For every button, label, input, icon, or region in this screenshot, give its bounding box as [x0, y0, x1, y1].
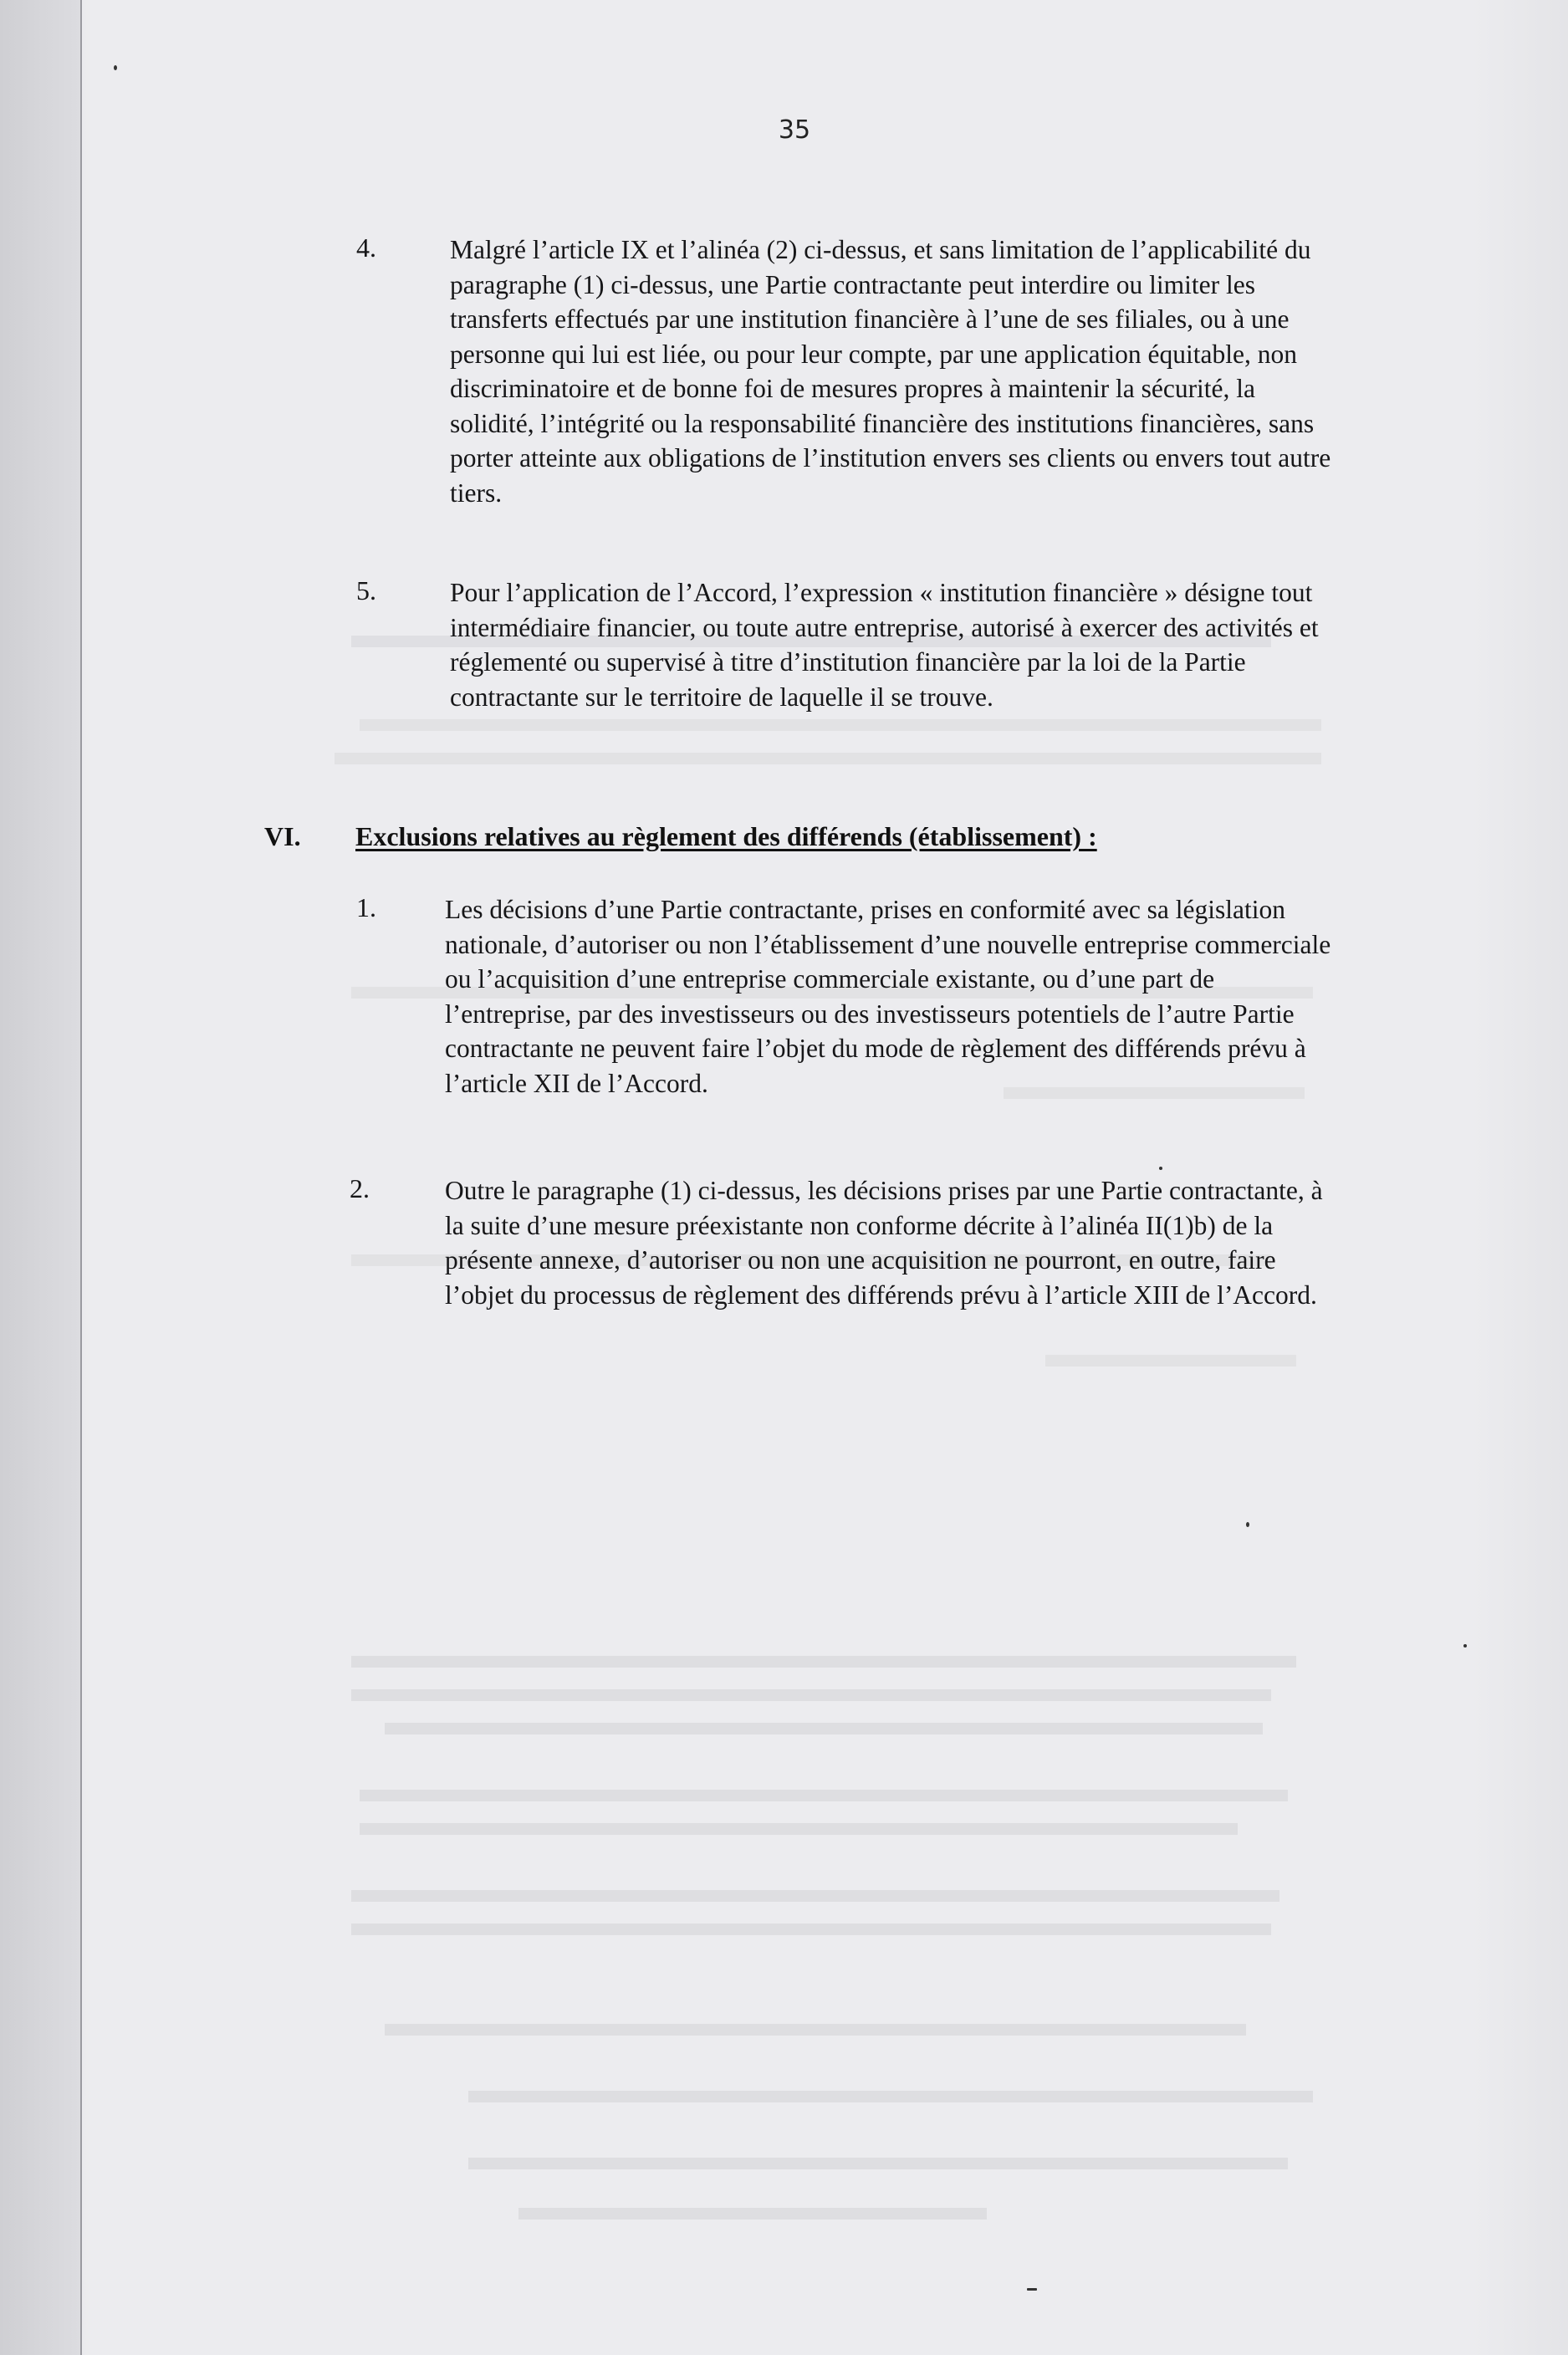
binding-shadow — [0, 0, 80, 2355]
paragraph-5 — [450, 575, 1345, 714]
page-number: 35 — [778, 115, 811, 145]
exclusion-item-1 — [445, 892, 1345, 1101]
part-heading: Exclusions relatives au règlement des différends (établissement) : — [355, 821, 1097, 851]
paragraph-4 — [450, 232, 1345, 510]
paragraph-text: Malgré l’article IX et l’alinéa (2) ci-dessus, et sans limitation de l’applicabilité du paragraphe (1) ci-dessus, une Partie contractante peut interdire ou limiter les transferts effectués par une institution financière à l’une de ses filiales, ou à une personne qui lui est liée, ou pour leur compte, par une application équitable, non discriminatoire et de bonne foi de mesures propres à maintenir la sécurité, la solidité, l’intégrité ou la responsabilité financière des institutions financières, sans porter atteinte aux obligations de l’institution envers ses clients ou envers tout autre tiers. — [450, 235, 1331, 508]
paragraph-text: Pour l’application de l’Accord, l’expression « institution financière » désigne tout intermédiaire financier, ou toute autre entreprise, autorisé à exercer des activités et réglementé ou supervisé à titre d’institution financière par la loi de la Partie contractante sur le territoire de laquelle il se trouve. — [450, 578, 1319, 712]
scan-speck — [1159, 1167, 1162, 1170]
scan-speck — [1246, 1522, 1249, 1527]
scan-speck — [1027, 2288, 1037, 2291]
item-number: 1. — [356, 892, 376, 922]
item-number: 2. — [350, 1173, 370, 1203]
part-number: VI. — [264, 821, 301, 851]
binding-edge — [80, 0, 82, 2355]
item-text: Les décisions d’une Partie contractante, prises en conformité avec sa législation nationale, d’autoriser ou non l’établissement d’une nouvelle entreprise commerciale ou l’acquisition d’une entreprise commerciale existante, ou d’une part de l’entreprise, par des investisseurs ou des investisseurs potentiels de l’autre Partie contractante ne peuvent faire l’objet du mode de règlement des différends prévu à l’article XII de l’Accord. — [445, 895, 1331, 1098]
scan-speck — [1463, 1644, 1467, 1647]
paragraph-number: 4. — [356, 232, 376, 263]
exclusion-item-2 — [445, 1173, 1345, 1312]
paragraph-number: 5. — [356, 575, 376, 605]
scan-speck — [114, 65, 117, 70]
item-text: Outre le paragraphe (1) ci-dessus, les décisions prises par une Partie contractante, à la suite d’une mesure préexistante non conforme décrite à l’alinéa II(1)b) de la présente annexe, d’autoriser ou non une acquisition ne pourront, en outre, faire l’objet du processus de règlement des différends prévu à l’article XIII de l’Accord. — [445, 1176, 1323, 1310]
